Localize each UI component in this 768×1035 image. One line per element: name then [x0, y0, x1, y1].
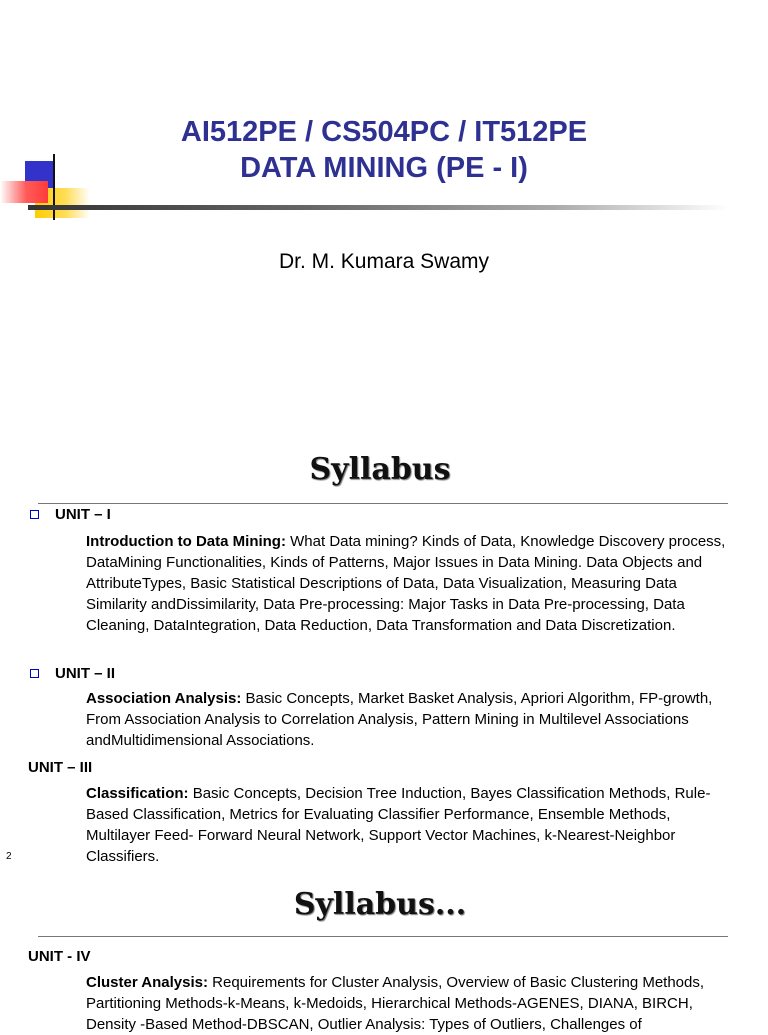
unit-1-label: UNIT – I	[30, 506, 111, 523]
unit-4-description: Cluster Analysis: Requirements for Cluster Analysis, Overview of Basic Clustering Methods, Partitioning Methods-k-Means, k-Medoids, Hierarchical Methods-AGENES, DIANA, BIRCH, Density -Based Method-DBSCAN, Outlier Analysis: Types of Outliers, Challenges of	[86, 974, 705, 1033]
heading-rule	[38, 503, 728, 504]
unit-4-label: UNIT - IV	[28, 948, 91, 965]
course-name-title: DATA MINING (PE - I)	[240, 152, 528, 184]
square-bullet-icon	[30, 510, 39, 519]
syllabus-heading: Syllabus	[309, 452, 451, 487]
page-number: 2	[6, 851, 12, 862]
course-codes-title: AI512PE / CS504PC / IT512PE	[180, 116, 588, 148]
unit-1-description: Introduction to Data Mining: What Data mining? Kinds of Data, Knowledge Discovery process, DataMining Functionalities, Kinds of Patterns, Major Issues in Data Mining. Data Objects and AttributeTypes, Basic Statistical Descriptions of Data, Data Visualization, Measuring Data Similarity andDissimilarity, Data Pre-processing: Major Tasks in Data Pre-processing, Data Cleaning, DataIntegration, Data Reduction, Data Transformation and Data Discretization.	[86, 533, 726, 634]
author-name: Dr. M. Kumara Swamy	[278, 250, 490, 273]
title-slide	[0, 0, 768, 430]
title-underline	[28, 205, 728, 210]
unit-3-label: UNIT – III	[28, 759, 93, 776]
unit-3-description: Classification: Basic Concepts, Decision Tree Induction, Bayes Classification Methods, Rule-Based Classification, Metrics for Evaluating Classifier Performance, Ensemble Methods, Multilayer Feed- Forward Neural Network, Support Vector Machines, k-Nearest-Neighbor Classifiers.	[86, 785, 711, 865]
heading-rule	[38, 936, 728, 937]
syllabus-continued-heading: Syllabus...	[293, 887, 467, 922]
square-bullet-icon	[30, 669, 39, 678]
unit-2-label: UNIT – II	[30, 665, 115, 682]
unit-2-description: Association Analysis: Basic Concepts, Market Basket Analysis, Apriori Algorithm, FP-growth, From Association Analysis to Correlation Analysis, Pattern Mining in Multilevel Associations andMultidimensional Associations.	[86, 690, 713, 749]
